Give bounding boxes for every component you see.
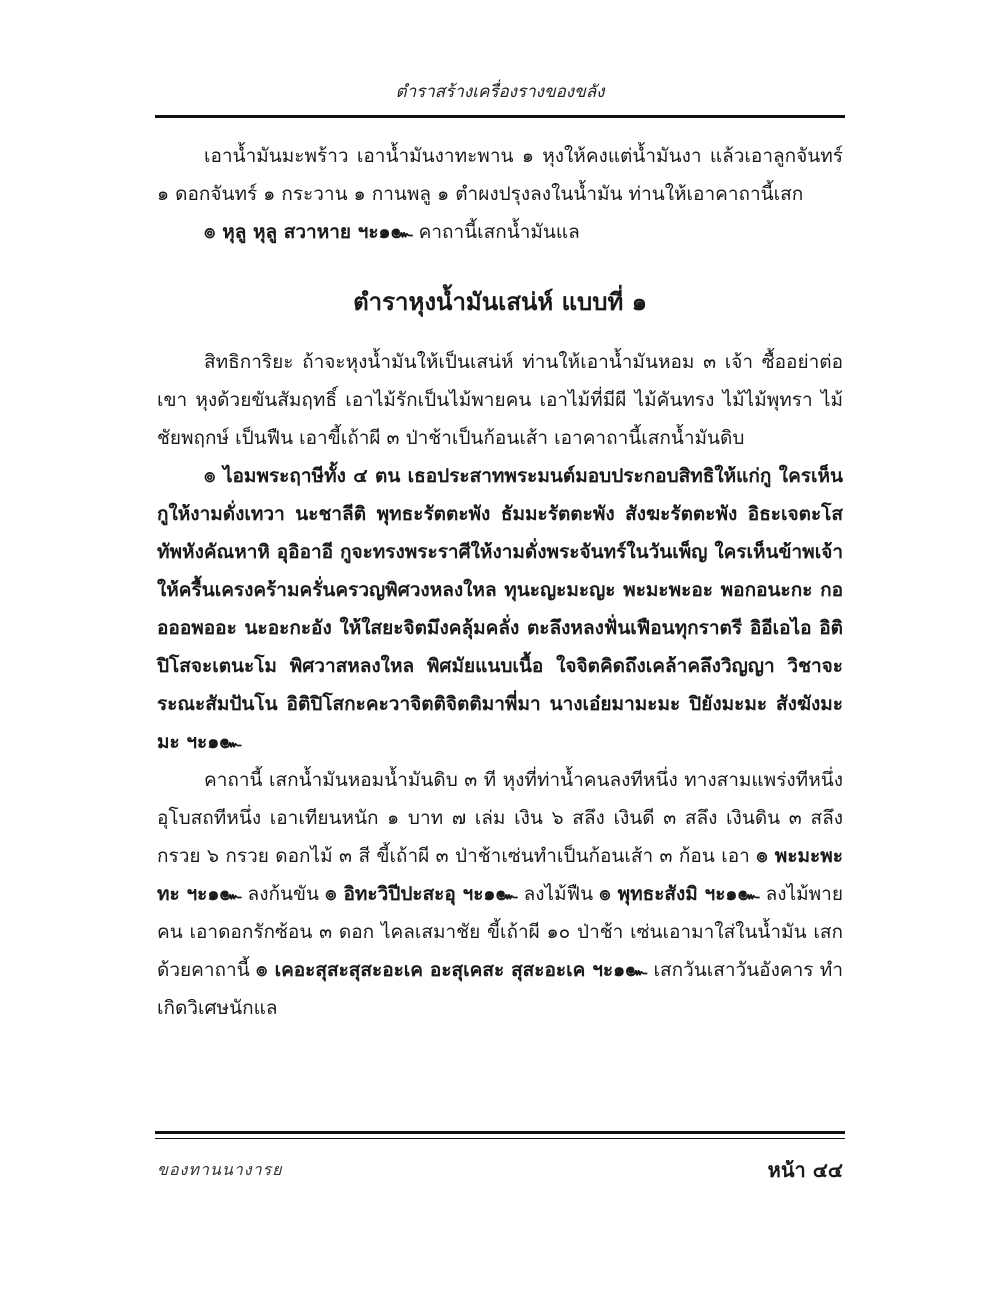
intro-paragraph: เอาน้ำมันมะพร้าว เอาน้ำมันงาทะพาน ๑ หุงให้คงแต่น้ำมันงา แล้วเอาลูกจันทร์ ๑ ดอกจันทร์ ๑ กระวาน ๑ กานพลู ๑ ตำผงปรุงลงในน้ำมัน ท่านให้เอาคาถานี้เสก	[157, 145, 843, 205]
section-paragraph-1: สิทธิการิยะ ถ้าจะหุงน้ำมันให้เป็นเสน่ห์ ท่านให้เอาน้ำมันหอม ๓ เจ้า ซื้ออย่าต่อเขา หุงด้วยขันสัมฤทธิ์ เอาไม้รักเป็นไม้พายคน เอาไม้ที่มีผี ไม้คันทรง ไม้ไม้พุทรา ไม้ชัยพฤกษ์ เป็นฟืน เอาขี้เถ้าผี ๓ ป่าช้าเป็นก้อนเส้า เอาคาถานี้เสกน้ำมันดิบ	[157, 351, 843, 449]
inline-text: ลงก้นขัน	[241, 883, 326, 905]
inline-text: ลงไม้ฟืน	[517, 883, 600, 905]
inline-mantra: ๏ เคอะสุสะสุสะอะเค อะสุเคสะ สุสะอะเค ฯะ๑๛	[256, 959, 648, 981]
footer-rule-thin	[155, 1138, 845, 1139]
intro-mantra-note: คาถานี้เสกน้ำมันแล	[412, 221, 580, 243]
inline-text: เสกวันเสาวันอังคาร ทำเกิดวิเศษนักแล	[157, 959, 843, 1019]
footer-rule-thick	[155, 1131, 845, 1134]
section-title: ตำราหุงน้ำมันเสน่ห์ แบบที่ ๑	[353, 287, 647, 316]
intro-mantra: ๏ หุลู หุลู สวาหาย ฯะ๑๛	[204, 221, 413, 243]
section-mantra: ๏ ไอมพระฤาษีทั้ง ๔ ตน เธอประสาทพระมนต์มอบประกอบสิทธิให้แก่กู ใครเห็นกูให้งามดั่งเทวา นะชาลีติ พุทธะรัตตะพัง ธัมมะรัตตะพัง สังฆะรัตตะพัง อิธะเจตะโสทัพหังคัณหาหิ อุอิอาอี กูจะทรงพระราศีให้งามดั่งพระจันทร์ในวันเพ็ญ ใครเห็นข้าพเจ้าให้ครื้นเครงคร้ามครั่นครวญพิศวงหลงใหล ทุนะญะมะญะ พะมะพะอะ พอกอนะกะ กออออพออะ นะอะกะอัง ให้ใสยะจิตมึงคลุ้มคลั่ง ตะลึงหลงฟั่นเฟือนทุกราตรี อิอีเอไอ อิติปิโสจะเตนะโม พิศวาสหลงใหล พิศมัยแนบเนื้อ ใจจิตคิดถึงเคล้าคลึงวิญญา วิชาจะระณะสัมปันโน อิติปิโสกะคะวาจิตติจิตติมาพี่มา นางเอ๋ยมามะมะ ปิยังมะมะ สังฆังมะมะ ฯะ๑๛	[157, 465, 843, 753]
inline-text: ลงไม้พายคน เอาดอกรักซ้อน ๓ ดอก ไคลเสมาชัย ขี้เถ้าผี ๑๐ ป่าช้า เซ่นเอามาใส่ในน้ำมัน เสกด้วยคาถานี้	[157, 883, 843, 981]
inline-mantra: ๏ อิทะวิปีปะสะอุ ฯะ๑๛	[325, 883, 518, 905]
inline-mantra: ๏ พุทธะสังมิ ฯะ๑๛	[599, 883, 760, 905]
running-header: ตำราสร้างเครื่องรางของขลัง	[395, 82, 605, 102]
section-paragraph-2	[157, 761, 843, 1027]
inline-mantra: ๏ พะมะพะทะ ฯะ๑๛	[157, 845, 843, 905]
page-number: หน้า ๔๔	[767, 1158, 843, 1182]
intro-block	[157, 137, 843, 251]
intro-mantra-line	[157, 213, 843, 251]
section-body	[157, 343, 843, 1027]
header-rule	[155, 115, 845, 118]
footer-signature: ของทานนางารย	[157, 1160, 283, 1179]
inline-text: คาถานี้ เสกน้ำมันหอมน้ำมันดิบ ๓ ที หุงที่ท่าน้ำคนลงทีหนึ่ง ทางสามแพร่งทีหนึ่ง อุโบสถทีหนึ่ง เอาเทียนหนัก ๑ บาท ๗ เล่ม เงิน ๖ สลึง เงินดี ๓ สลึง เงินดิน ๓ สลึง กรวย ๖ กรวย ดอกไม้ ๓ สี ขี้เถ้าผี ๓ ป่าช้าเซ่นทำเป็นก้อนเส้า ๓ ก้อน เอา	[157, 769, 843, 867]
